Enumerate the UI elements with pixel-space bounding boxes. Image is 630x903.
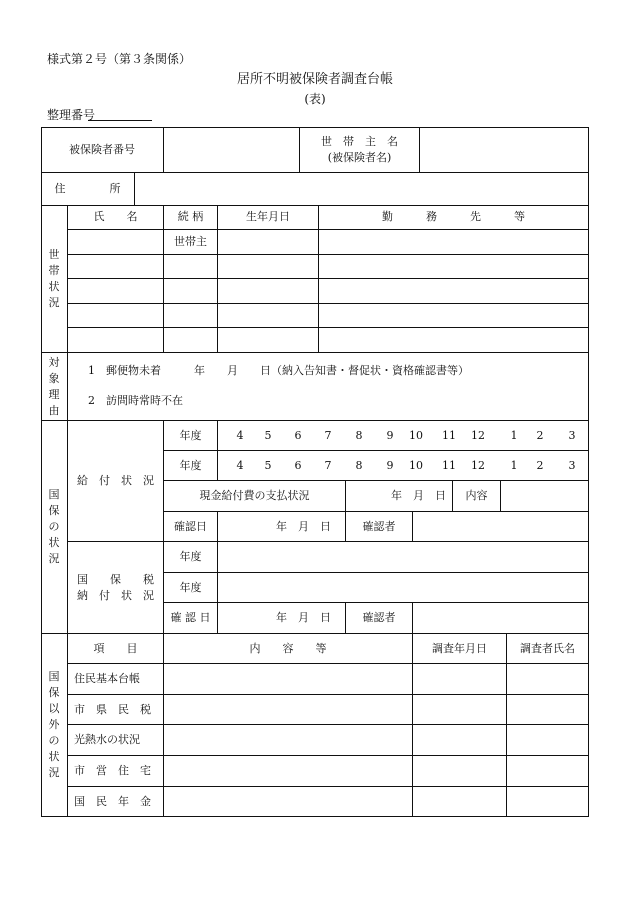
month-row — [218, 421, 588, 450]
tax-payment-label-line2: 納 付 状 況 — [77, 588, 154, 602]
other-side-label — [41, 634, 67, 816]
col-name-header: 氏 名 — [93, 210, 138, 223]
rule — [67, 327, 589, 328]
reason-side-label — [41, 353, 67, 420]
month-cell[interactable]: 1 — [510, 458, 518, 472]
household-side-char: 帯 — [48, 264, 60, 277]
tax-year-label: 年度 — [179, 550, 202, 563]
other-row-label: 市 営 住 宅 — [74, 764, 151, 777]
confirmer-label: 確認者 — [362, 519, 396, 533]
month-cell[interactable]: 2 — [536, 428, 544, 442]
nhi-side-label — [41, 421, 67, 633]
month-cell[interactable]: 11 — [442, 458, 456, 472]
nhi-side-char: 況 — [48, 552, 60, 565]
nhi-side-char: 保 — [48, 504, 60, 517]
address-label: 住 所 — [54, 181, 121, 195]
cash-benefit-label: 現金給付費の支払状況 — [199, 489, 310, 502]
rule — [588, 127, 589, 817]
other-side-char: 以 — [48, 702, 60, 715]
householder-label-line2: (被保険者名) — [327, 150, 392, 164]
month-cell[interactable]: 1 — [510, 428, 518, 442]
tax-confirmer-label: 確認者 — [362, 611, 396, 624]
form-number: 様式第２号（第３条関係） — [47, 52, 192, 66]
cash-benefit-date: 年 月 日 — [391, 489, 446, 502]
month-cell[interactable]: 9 — [386, 458, 394, 472]
month-cell[interactable]: 10 — [409, 428, 423, 442]
other-side-char: 保 — [48, 686, 60, 699]
nhi-side-char: の — [48, 520, 60, 533]
month-cell[interactable]: 2 — [536, 458, 544, 472]
page-title: 居所不明被保険者調査台帳 — [236, 72, 393, 87]
rule — [41, 352, 589, 353]
tax-confirm-date-value: 年 月 日 — [276, 611, 331, 624]
householder-label — [300, 127, 419, 172]
rule — [67, 278, 589, 279]
other-row-label: 市 県 民 税 — [74, 702, 151, 716]
reason-item-2: 2 訪問時常時不在 — [88, 394, 183, 407]
other-row-label: 住民基本台帳 — [74, 672, 140, 685]
month-cell[interactable]: 3 — [568, 428, 576, 442]
confirm-date-label: 確認日 — [174, 519, 207, 533]
householder-label-line1: 世 帯 主 名 — [321, 134, 398, 148]
month-cell[interactable]: 11 — [442, 428, 456, 442]
col-work-header: 勤 務 先 等 — [382, 210, 525, 223]
tax-confirmer-field[interactable] — [413, 603, 588, 633]
content-field[interactable] — [501, 481, 588, 511]
nhi-side-char: 状 — [48, 536, 60, 549]
household-side-label — [41, 206, 67, 352]
col-item-header: 項 目 — [93, 641, 138, 655]
month-cell[interactable]: 7 — [324, 428, 332, 442]
month-cell[interactable]: 5 — [264, 458, 272, 472]
col-investigator-header: 調査者氏名 — [520, 641, 575, 655]
month-cell[interactable]: 4 — [236, 428, 244, 442]
rule — [67, 254, 589, 255]
month-cell[interactable]: 10 — [409, 458, 423, 472]
benefit-status-label: 給 付 状 況 — [77, 474, 154, 487]
household-side-char: 況 — [48, 296, 60, 309]
fiscal-year-label: 年度 — [179, 458, 202, 472]
month-cell[interactable]: 4 — [236, 458, 244, 472]
month-cell[interactable]: 9 — [386, 428, 394, 442]
content-label: 内容 — [465, 489, 488, 502]
reason-side-char: 象 — [48, 371, 60, 385]
month-cell[interactable]: 6 — [294, 458, 302, 472]
rule — [41, 816, 589, 817]
insured-number-label: 被保険者番号 — [69, 142, 135, 156]
month-cell[interactable]: 8 — [355, 428, 363, 442]
other-side-char: 状 — [48, 750, 60, 763]
month-cell[interactable]: 7 — [324, 458, 332, 472]
address-field[interactable] — [135, 172, 588, 205]
page-subtitle: (表) — [304, 92, 326, 106]
col-content-header: 内 容 等 — [249, 641, 327, 655]
month-cell[interactable]: 8 — [355, 458, 363, 472]
col-date-header: 調査年月日 — [432, 641, 487, 655]
householder-relation: 世帯主 — [174, 235, 207, 248]
reason-side-char: 由 — [48, 403, 60, 417]
tax-payment-label-line1: 国 保 税 — [77, 572, 154, 586]
month-cell[interactable]: 5 — [264, 428, 272, 442]
other-row-label: 光熱水の状況 — [74, 733, 140, 746]
rule — [67, 303, 589, 304]
household-side-char: 状 — [48, 280, 60, 293]
other-side-char: 外 — [48, 718, 60, 731]
tax-confirm-date-label: 確 認 日 — [170, 611, 211, 624]
household-side-char: 世 — [48, 248, 60, 261]
tax-year-label: 年度 — [179, 580, 202, 594]
rule — [67, 229, 589, 230]
month-row — [218, 451, 588, 480]
other-side-char: 況 — [48, 766, 60, 779]
reason-side-char: 理 — [48, 387, 60, 401]
month-cell[interactable]: 6 — [294, 428, 302, 442]
other-side-char: の — [48, 734, 60, 747]
month-cell[interactable]: 3 — [568, 458, 576, 472]
col-birth-header: 生年月日 — [246, 210, 290, 223]
reason-item-1: 1 郵便物未着 年 月 日（納入告知書・督促状・資格確認書等） — [88, 364, 469, 377]
seiri-number-label: 整理番号 — [47, 108, 96, 122]
nhi-side-char: 国 — [48, 488, 60, 501]
householder-field[interactable] — [420, 127, 588, 172]
month-cell[interactable]: 12 — [471, 428, 485, 442]
rule — [163, 572, 589, 573]
fiscal-year-label: 年度 — [179, 428, 202, 442]
insured-number-field[interactable] — [164, 127, 299, 172]
confirmer-field[interactable] — [413, 512, 588, 541]
reason-side-char: 対 — [48, 355, 60, 369]
tax-payment-label — [68, 542, 163, 633]
confirm-date-value: 年 月 日 — [276, 519, 331, 533]
col-relation-header: 続 柄 — [177, 210, 204, 223]
other-row-label: 国 民 年 金 — [74, 794, 151, 808]
month-cell[interactable]: 12 — [471, 458, 485, 472]
other-side-char: 国 — [48, 670, 60, 683]
